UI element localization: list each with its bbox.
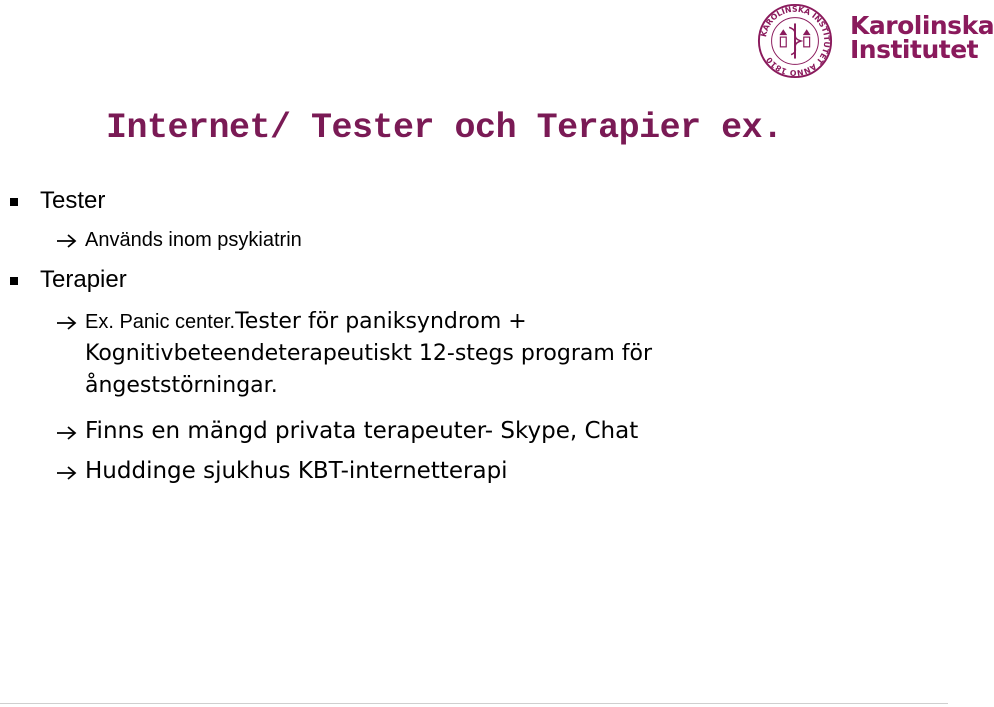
bullet-tester — [10, 187, 105, 215]
sub-bullet — [56, 418, 638, 444]
karolinska-seal-icon — [756, 2, 834, 80]
sub-bullet-text: Tester för paniksyndrom + — [235, 309, 527, 334]
sub-bullet — [56, 309, 527, 334]
square-bullet-icon — [10, 277, 18, 285]
karolinska-logo — [752, 0, 994, 82]
arrow-right-icon — [56, 425, 78, 441]
arrow-right-icon — [56, 465, 78, 481]
slide-title: Internet/ Tester och Terapier ex. — [106, 108, 783, 148]
logo-line-1: Karolinska — [850, 11, 994, 40]
sub-bullet-continuation: ångeststörningar. — [85, 373, 278, 398]
sub-bullet-prefix: Ex. Panic center. — [85, 311, 236, 333]
footer-rule — [0, 703, 948, 704]
sub-bullet-text: Finns en mängd privata terapeuter- Skype, Chat — [85, 418, 639, 444]
bullet-terapier — [10, 266, 127, 294]
sub-bullet — [56, 229, 302, 252]
sub-bullet-continuation: Kognitivbeteendeterapeutiskt 12-stegs program för — [85, 341, 653, 366]
sub-bullet — [56, 458, 508, 484]
sub-bullet-text: Används inom psykiatrin — [85, 229, 302, 251]
seal-text: KAROLINSKA INSTITUTET ANNO 1810 — [759, 4, 832, 78]
logo-wordmark — [850, 11, 994, 64]
arrow-right-icon — [56, 315, 78, 331]
logo-line-2: Institutet — [850, 35, 979, 64]
bullet-label: Terapier — [40, 266, 127, 293]
sub-bullet-text: Huddinge sjukhus KBT-internetterapi — [85, 458, 508, 484]
bullet-label: Tester — [40, 187, 106, 214]
square-bullet-icon — [10, 198, 18, 206]
arrow-right-icon — [56, 233, 78, 249]
